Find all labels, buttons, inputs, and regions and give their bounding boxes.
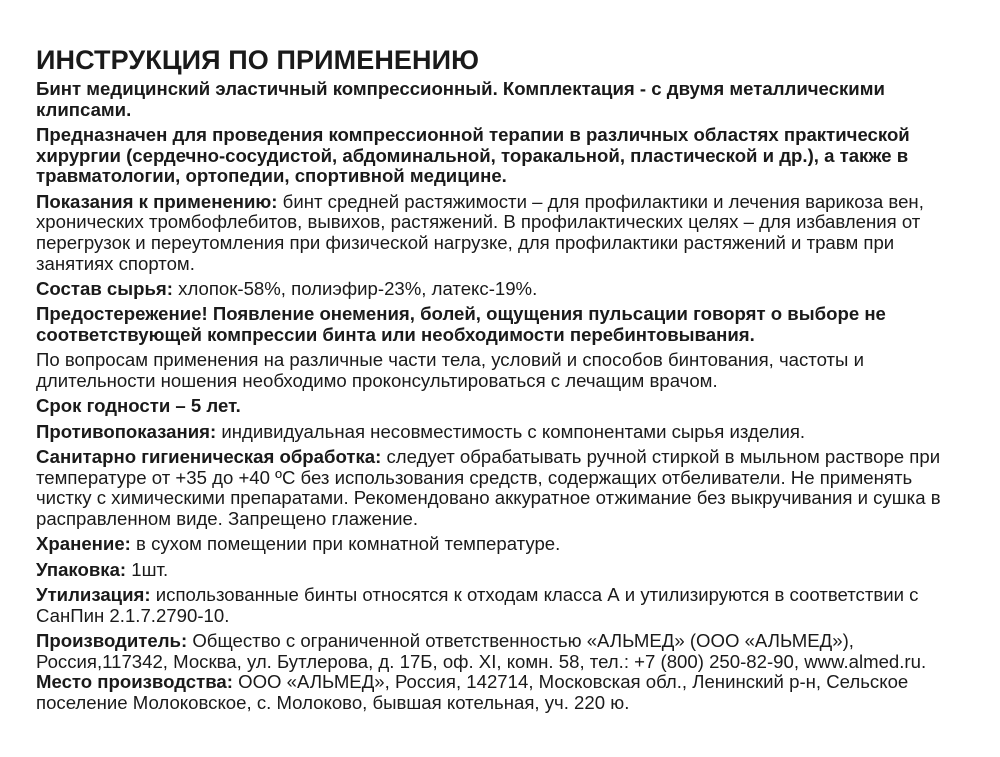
contraindications-text: индивидуальная несовместимость с компонентами сырья изделия. xyxy=(216,420,806,442)
sanitation-paragraph xyxy=(36,447,948,530)
production-site-label: Место производства: xyxy=(36,671,233,693)
packaging-paragraph xyxy=(36,560,948,581)
disposal-label: Утилизация: xyxy=(36,584,151,605)
indications-label: Показания к применению: xyxy=(36,190,278,212)
instruction-document xyxy=(36,44,948,718)
storage-label: Хранение: xyxy=(36,533,131,555)
indications-paragraph xyxy=(36,192,948,275)
indications-text: бинт средней растяжимости – для профилактики и лечения варикоза вен, хронических тромбофлебитов, вывихов, растяжений. В профилактических целях – для избавления от перегрузок и переутомления при физической нагрузке, для профилактики растяжений и травм при занятиях спортом. xyxy=(36,190,924,274)
contraindications-paragraph xyxy=(36,422,948,443)
manufacturer-paragraph xyxy=(36,631,948,714)
packaging-label: Упаковка: xyxy=(36,558,127,580)
sanitation-text: следует обрабатывать ручной стиркой в мыльном растворе при температуре от +35 до +40 ºС без использования средств, содержащих отбеливатели. Не применять чистку с химическими препаратами. Рекомендовано аккуратное отжимание без выкручивания и сушка в расправленном виде. Запрещено глажение. xyxy=(36,446,941,530)
purpose-paragraph: Предназначен для проведения компрессионной терапии в различных областях практической хирургии (сердечно-сосудистой, абдоминальной, торакальной, пластической и др.), а также в травматологии, ортопедии, спортивной медицине. xyxy=(36,124,910,187)
production-site-text: ООО «АЛЬМЕД», Россия, 142714, Московская обл., Ленинский р-н, Сельское поселение Молоковское, с. Молоково, бывшая котельная, уч. 220 ю. xyxy=(36,671,909,714)
packaging-text: 1шт. xyxy=(126,558,169,580)
sanitation-label: Санитарно гигиеническая обработка: xyxy=(36,446,382,467)
storage-paragraph xyxy=(36,534,948,555)
product-description: Бинт медицинский эластичный компрессионный. Комплектация - с двумя металлическими клипсами. xyxy=(36,78,885,120)
storage-text: в сухом помещении при комнатной температуре. xyxy=(130,533,561,555)
composition-label: Состав сырья: xyxy=(36,278,173,300)
contraindications-label: Противопоказания: xyxy=(36,420,217,442)
shelf-life-paragraph: Срок годности – 5 лет. xyxy=(36,395,241,417)
disposal-text: использованные бинты относятся к отходам класса А и утилизируются в соответствии с СанПин 2.1.7.2790-10. xyxy=(36,584,919,626)
consultation-paragraph: По вопросам применения на различные части тела, условий и способов бинтования, частоты и длительности ношения необходимо проконсультироваться с лечащим врачом. xyxy=(36,349,864,392)
composition-paragraph xyxy=(36,279,948,300)
page-title: ИНСТРУКЦИЯ ПО ПРИМЕНЕНИЮ xyxy=(36,45,480,75)
disposal-paragraph xyxy=(36,585,948,626)
manufacturer-label: Производитель: xyxy=(36,630,188,651)
manufacturer-text: Общество с ограниченной ответственностью «АЛЬМЕД» (ООО «АЛЬМЕД»), Россия,117342, Москва, ул. Бутлерова, д. 17Б, оф. XI, комн. 58, тел.: +7 (800) 250-82-90, www.almed.ru. xyxy=(36,630,927,672)
warning-paragraph: Предостережение! Появление онемения, болей, ощущения пульсации говорят о выборе не соответствующей компрессии бинта или необходимости перебинтовывания. xyxy=(36,303,886,346)
composition-text: хлопок-58%, полиэфир-23%, латекс-19%. xyxy=(172,278,538,300)
